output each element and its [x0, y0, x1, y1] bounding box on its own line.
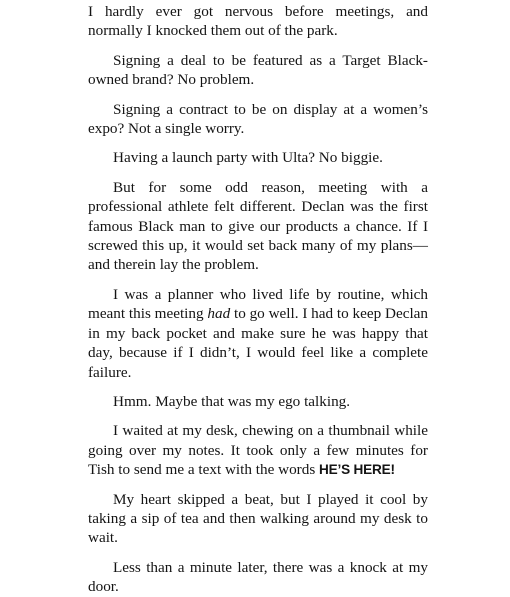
paragraph-waiting-desk [88, 421, 428, 479]
paragraph-planner-routine-part-1: I was a planner who lived life by routine, which meant this meeting [88, 285, 428, 323]
paragraph-knock-at-door: Less than a minute later, there was a knock at my door. [88, 558, 428, 596]
paragraph-waiting-desk-part-1: I waited at my desk, chewing on a thumbnail while going over my notes. It took only a few minutes for Tish to send me a text with the words [88, 422, 428, 479]
paragraph-nervous-meetings: I hardly ever got nervous before meetings, and normally I knocked them out of the park. [88, 3, 428, 40]
paragraph-womens-expo: Signing a contract to be on display at a women’s expo? Not a single worry. [88, 100, 428, 138]
paragraph-planner-routine [88, 285, 428, 382]
paragraph-athlete-meeting: But for some odd reason, meeting with a professional athlete felt different. Declan was the first famous Black man to give our products a chance. If I screwed this up, it would set back many of my plans—and therein lay the problem. [88, 178, 428, 274]
paragraph-heart-skipped: My heart skipped a beat, but I played it cool by taking a sip of tea and then walking around my desk to wait. [88, 490, 428, 547]
paragraph-target-deal: Signing a deal to be featured as a Target Black-owned brand? No problem. [88, 51, 428, 89]
paragraph-ego-talking: Hmm. Maybe that was my ego talking. [113, 392, 351, 410]
paragraph-ulta-party: Having a launch party with Ulta? No biggie. [113, 149, 383, 167]
paragraph-planner-routine-part-2: to go well. I had to keep Declan in my back pocket and make sure he was happy that day, because if I didn’t, I would feel like a complete failure. [88, 305, 428, 381]
emphasized-word-had: had [207, 305, 231, 323]
text-message-hes-here: HE’S HERE! [319, 462, 395, 478]
